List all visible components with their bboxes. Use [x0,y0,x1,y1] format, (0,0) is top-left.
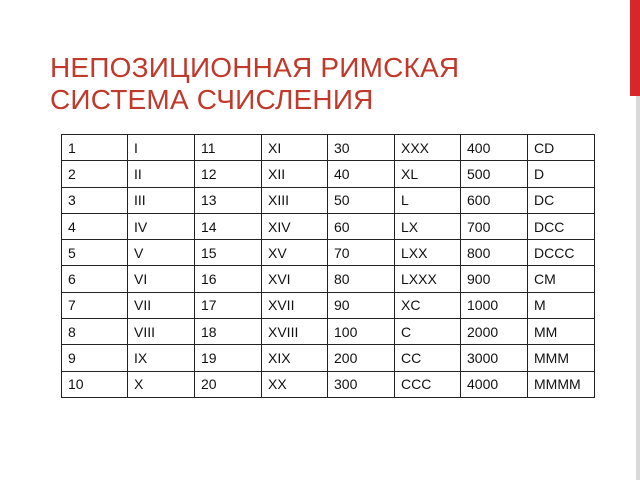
roman-numeral-cell: XIV [262,213,328,239]
roman-numeral-cell: V [128,240,195,266]
roman-numeral-cell: XVII [262,292,328,318]
roman-numeral-cell: CC [395,345,461,371]
slide-title [50,52,610,116]
arabic-number-cell: 16 [195,266,262,292]
roman-numeral-cell: XVIII [262,319,328,345]
table-row [62,319,595,345]
arabic-number-cell: 11 [195,135,262,161]
roman-numeral-cell: CM [528,266,595,292]
roman-numeral-cell: L [395,187,461,213]
arabic-number-cell: 800 [461,240,528,266]
roman-numeral-cell: MMM [528,345,595,371]
roman-numeral-cell: XIX [262,345,328,371]
roman-numeral-cell: MMMM [528,371,595,397]
arabic-number-cell: 100 [328,319,395,345]
roman-numeral-cell: XVI [262,266,328,292]
roman-numeral-cell: XXX [395,135,461,161]
arabic-number-cell: 300 [328,371,395,397]
table-row [62,161,595,187]
arabic-number-cell: 20 [195,371,262,397]
roman-numeral-cell: VII [128,292,195,318]
arabic-number-cell: 18 [195,319,262,345]
table-row [62,135,595,161]
arabic-number-cell: 19 [195,345,262,371]
roman-numeral-cell: II [128,161,195,187]
table-row [62,292,595,318]
table-row [62,240,595,266]
table-row [62,345,595,371]
arabic-number-cell: 70 [328,240,395,266]
arabic-number-cell: 3 [62,187,128,213]
roman-numeral-cell: VIII [128,319,195,345]
table-row [62,371,595,397]
table-row [62,213,595,239]
arabic-number-cell: 60 [328,213,395,239]
arabic-number-cell: 90 [328,292,395,318]
arabic-number-cell: 7 [62,292,128,318]
arabic-number-cell: 30 [328,135,395,161]
roman-numeral-cell: LXXX [395,266,461,292]
arabic-number-cell: 700 [461,213,528,239]
arabic-number-cell: 400 [461,135,528,161]
accent-bar [630,0,640,96]
arabic-number-cell: 4 [62,213,128,239]
arabic-number-cell: 2 [62,161,128,187]
roman-numeral-cell: CCC [395,371,461,397]
arabic-number-cell: 6 [62,266,128,292]
arabic-number-cell: 3000 [461,345,528,371]
arabic-number-cell: 8 [62,319,128,345]
roman-numeral-cell: XI [262,135,328,161]
arabic-number-cell: 10 [62,371,128,397]
roman-numeral-cell: CD [528,135,595,161]
arabic-number-cell: 13 [195,187,262,213]
roman-numeral-cell: MM [528,319,595,345]
arabic-number-cell: 9 [62,345,128,371]
table-row [62,187,595,213]
table-row [62,266,595,292]
arabic-number-cell: 80 [328,266,395,292]
arabic-number-cell: 500 [461,161,528,187]
roman-numeral-cell: C [395,319,461,345]
roman-numeral-cell: I [128,135,195,161]
roman-numeral-cell: IV [128,213,195,239]
roman-numeral-cell: D [528,161,595,187]
roman-numeral-cell: IX [128,345,195,371]
arabic-number-cell: 600 [461,187,528,213]
roman-numeral-cell: DCCC [528,240,595,266]
roman-numeral-cell: XII [262,161,328,187]
slide-title-line-2: СИСТЕМА СЧИСЛЕНИЯ [50,84,374,115]
roman-numeral-cell: X [128,371,195,397]
arabic-number-cell: 200 [328,345,395,371]
arabic-number-cell: 15 [195,240,262,266]
arabic-number-cell: 14 [195,213,262,239]
arabic-number-cell: 40 [328,161,395,187]
roman-numeral-cell: M [528,292,595,318]
arabic-number-cell: 1 [62,135,128,161]
arabic-number-cell: 5 [62,240,128,266]
roman-numeral-cell: LXX [395,240,461,266]
roman-numeral-cell: XC [395,292,461,318]
arabic-number-cell: 2000 [461,319,528,345]
arabic-number-cell: 4000 [461,371,528,397]
arabic-number-cell: 50 [328,187,395,213]
roman-numeral-cell: DC [528,187,595,213]
roman-numeral-cell: III [128,187,195,213]
roman-numerals-table [61,134,595,398]
roman-numeral-cell: LX [395,213,461,239]
roman-numeral-cell: XV [262,240,328,266]
roman-numeral-cell: XX [262,371,328,397]
arabic-number-cell: 17 [195,292,262,318]
arabic-number-cell: 1000 [461,292,528,318]
side-stripe [636,96,640,480]
roman-numeral-cell: DCC [528,213,595,239]
roman-numeral-cell: XL [395,161,461,187]
roman-numeral-cell: VI [128,266,195,292]
arabic-number-cell: 900 [461,266,528,292]
arabic-number-cell: 12 [195,161,262,187]
table-body [62,135,595,398]
roman-numeral-cell: XIII [262,187,328,213]
slide-title-line-1: НЕПОЗИЦИОННАЯ РИМСКАЯ [50,52,460,83]
